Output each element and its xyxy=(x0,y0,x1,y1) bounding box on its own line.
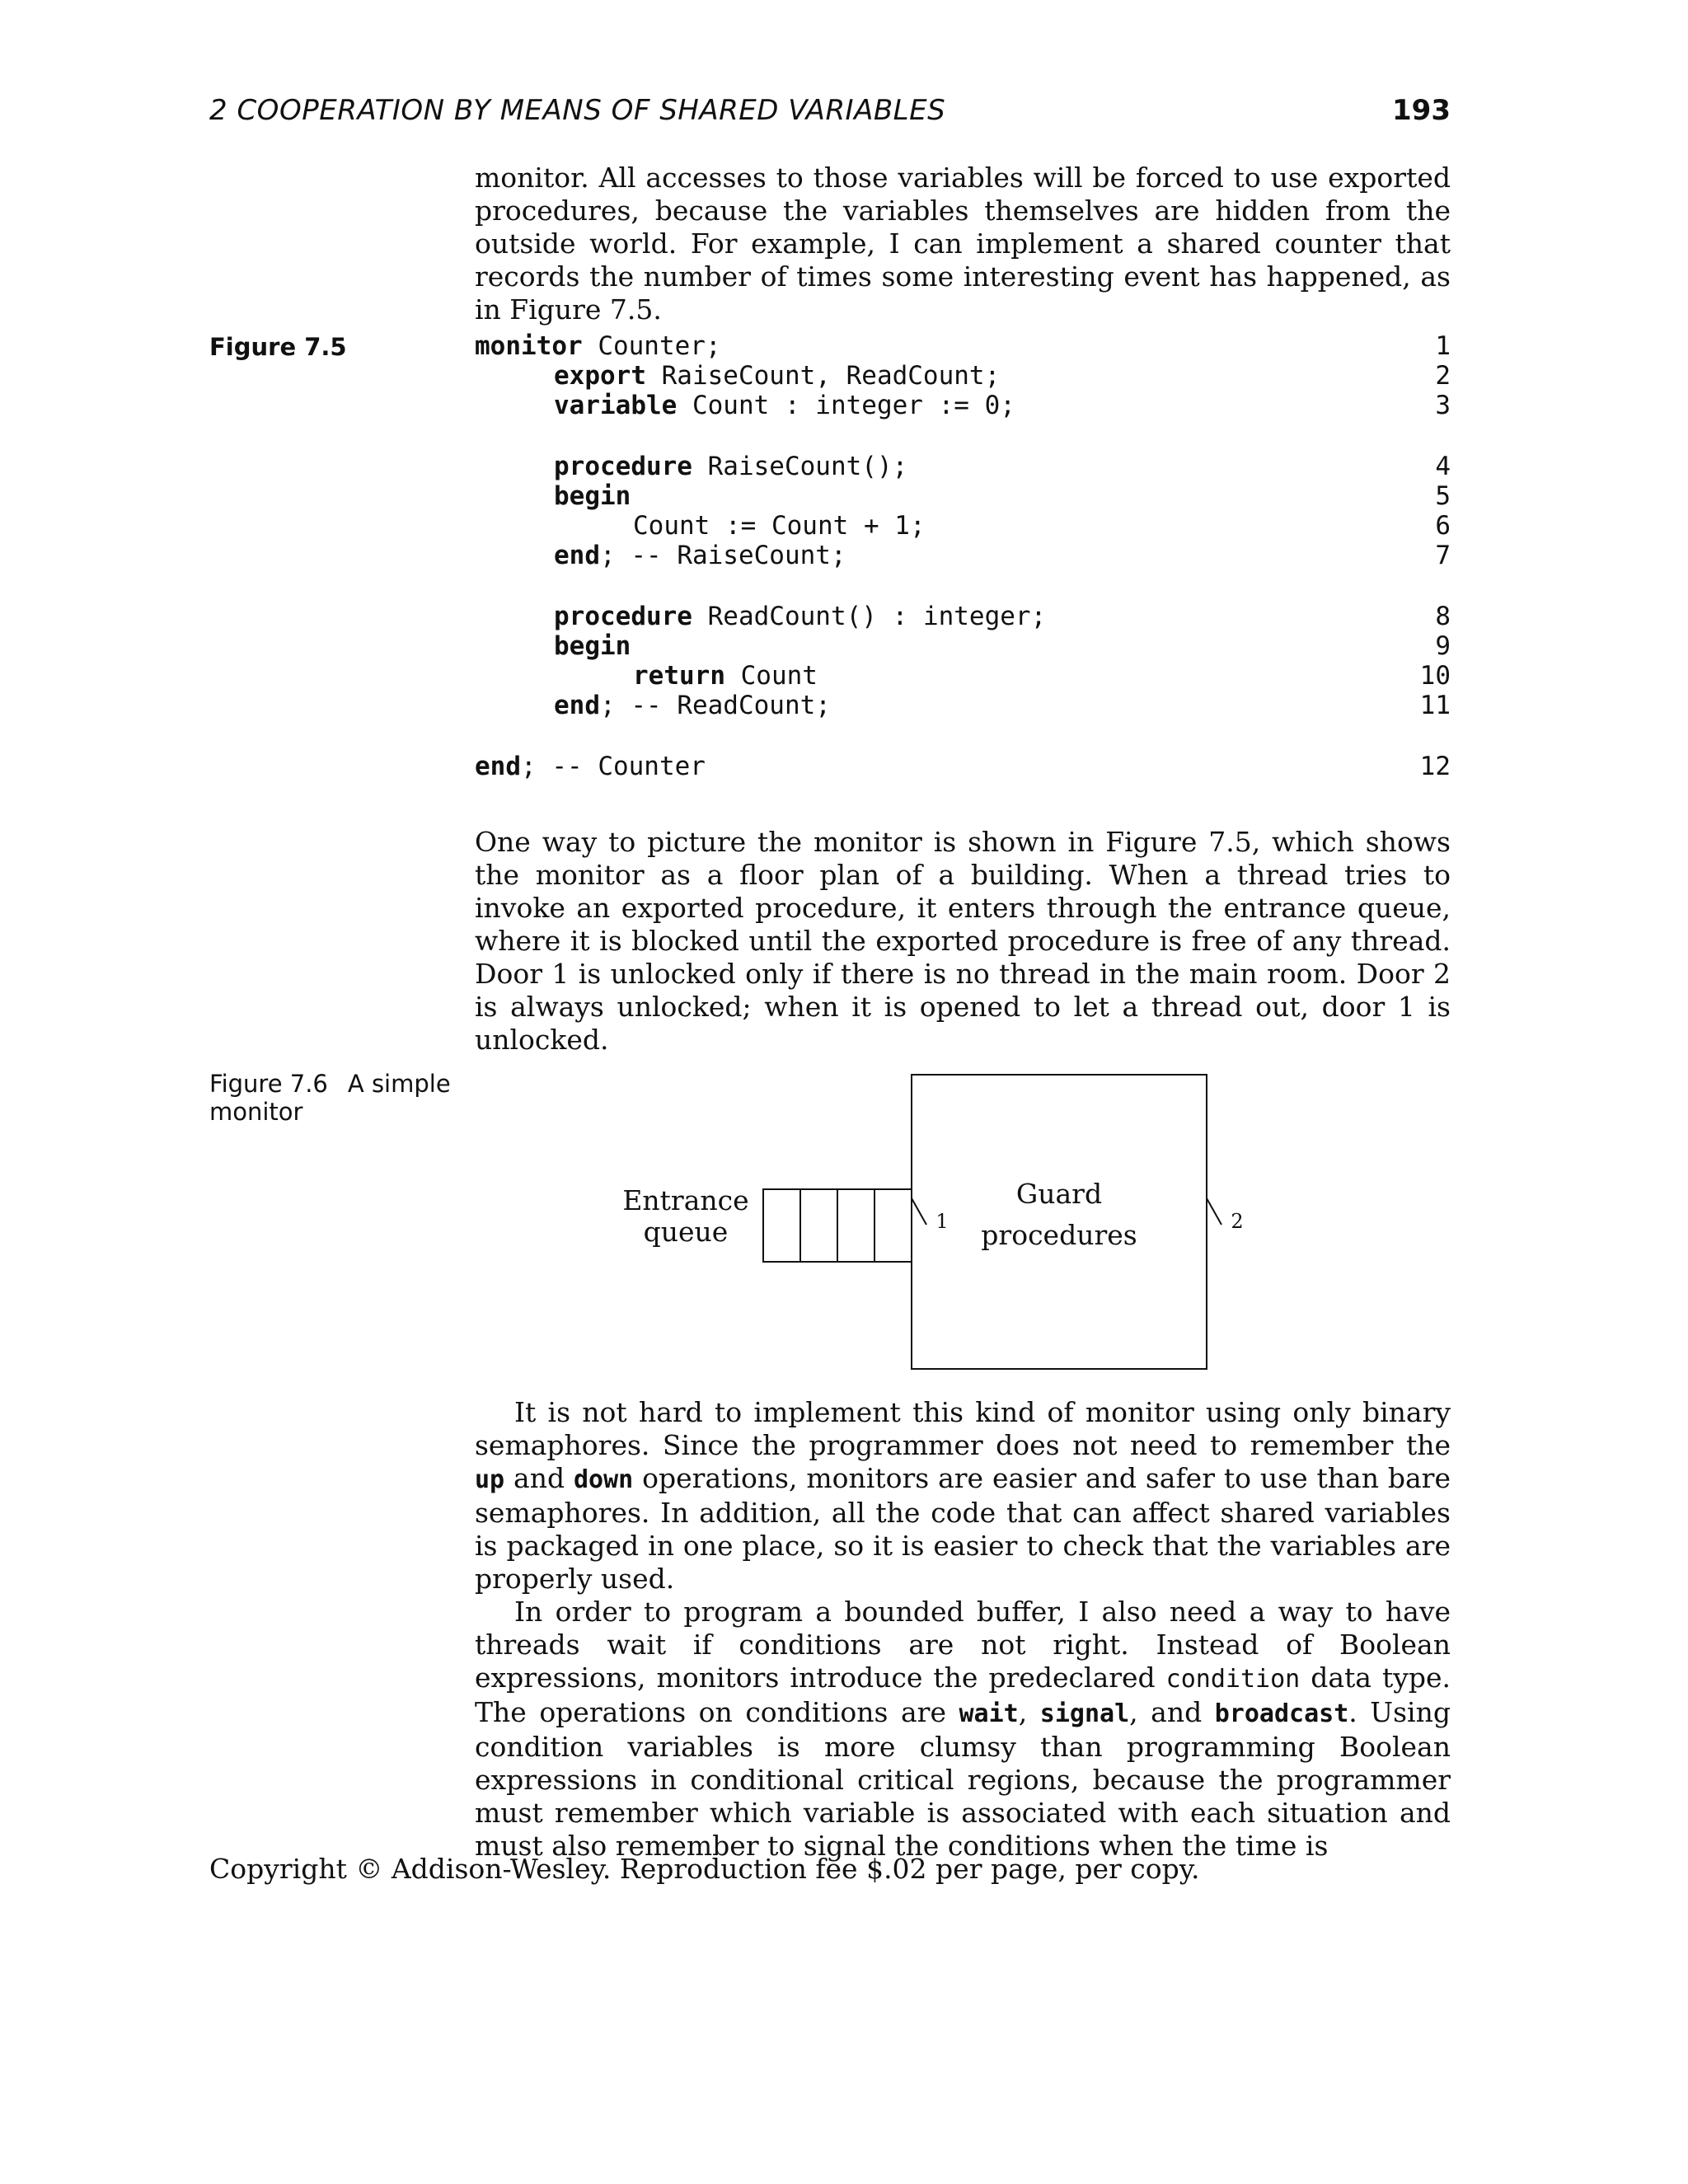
text-run: data type. The operations on conditions are xyxy=(475,1661,1451,1728)
line-number: 9 xyxy=(1435,631,1451,661)
keyword-up: up xyxy=(475,1465,505,1494)
code-text: Count := Count + 1; xyxy=(633,511,926,541)
code-keyword: begin xyxy=(554,481,631,511)
text-run: , and xyxy=(1129,1696,1215,1728)
code-keyword: end xyxy=(554,691,600,720)
line-number: 3 xyxy=(1435,391,1451,420)
line-number: 7 xyxy=(1435,541,1451,570)
line-number: 4 xyxy=(1435,452,1451,481)
door-2-label: 2 xyxy=(1231,1210,1244,1233)
text-run: It is not hard to implement this kind of monitor using only binary semaphores. Since the programmer does not need to remember the xyxy=(475,1396,1451,1461)
page-number: 193 xyxy=(1392,94,1451,127)
paragraph-conditions-text xyxy=(475,1596,1451,1863)
queue-label-line1: Entrance xyxy=(622,1184,749,1216)
text-run: . Using condition variables is more clumsy than programming Boolean expressions in conditional critical regions, because the programmer must remember which variable is associated with each situation and must also remember to signal the conditions when the time is xyxy=(475,1696,1451,1862)
code-keyword: procedure xyxy=(554,602,692,631)
code-line xyxy=(475,452,1451,481)
code-keyword: return xyxy=(633,661,725,691)
paragraph-intro xyxy=(475,162,1451,326)
code-text: Count : integer := 0; xyxy=(677,391,1015,420)
code-text: RaiseCount(); xyxy=(692,452,908,481)
code-text: Count xyxy=(724,661,818,691)
code-line xyxy=(475,631,1451,661)
code-text: Counter; xyxy=(582,331,721,361)
keyword-condition: condition xyxy=(1165,1665,1301,1694)
code-line xyxy=(475,752,1451,781)
code-keyword: end xyxy=(554,541,600,570)
paragraph-floor-plan-text: One way to picture the monitor is shown in Figure 7.5, which shows the monitor as a floor plan of a building. When a thread tries to invoke an exported procedure, it enters through the entrance queue, where it is blocked until the exported procedure is free of any thread. Door 1 is unlocked only if there is no thread in the main room. Door 2 is always unlocked; when it is opened to let a thread out, door 1 is unlocked. xyxy=(475,826,1451,1056)
code-keyword: variable xyxy=(554,391,678,420)
code-text: ; -- Counter xyxy=(521,752,706,781)
code-text: ; -- ReadCount; xyxy=(600,691,831,720)
door-2 xyxy=(1207,1198,1221,1225)
room-label-line2: procedures xyxy=(981,1219,1137,1251)
door-1-label: 1 xyxy=(935,1210,949,1233)
code-text: ReadCount() : integer; xyxy=(692,602,1047,631)
paragraph-floor-plan xyxy=(475,826,1451,1057)
monitor-diagram xyxy=(610,1063,1286,1376)
figure-7-6-label: Figure 7.6 xyxy=(209,1070,328,1098)
code-text: RaiseCount, ReadCount; xyxy=(645,361,1001,391)
paragraph-semaphores-text xyxy=(475,1396,1451,1596)
copyright-footer: Copyright © Addison-Wesley. Reproduction fee $.02 per page, per copy. xyxy=(209,1853,1200,1885)
line-number: 1 xyxy=(1435,331,1451,361)
code-line xyxy=(475,511,1451,541)
paragraph-semaphores xyxy=(475,1396,1451,1863)
code-keyword: monitor xyxy=(475,331,583,361)
figure-7-5-label-text: Figure 7.5 xyxy=(209,333,347,361)
door-1 xyxy=(912,1198,926,1225)
code-keyword: end xyxy=(475,752,521,781)
code-line xyxy=(475,602,1451,631)
code-keyword: begin xyxy=(554,631,631,661)
line-number: 2 xyxy=(1435,361,1451,391)
code-line xyxy=(475,541,1451,570)
line-number: 6 xyxy=(1435,511,1451,541)
figure-7-6-caption xyxy=(209,1070,457,1126)
keyword-down: down xyxy=(574,1465,634,1494)
line-number: 10 xyxy=(1419,661,1451,691)
line-number: 11 xyxy=(1419,691,1451,720)
code-text: ; -- RaiseCount; xyxy=(600,541,846,570)
text-run: In order to program a bounded buffer, I also need a way to have threads wait if conditions are not right. Instead of Boolean expressions, monitors introduce the predeclared xyxy=(475,1596,1451,1694)
line-number: 8 xyxy=(1435,602,1451,631)
room-label-line1: Guard xyxy=(1015,1178,1103,1210)
text-run: and xyxy=(504,1462,574,1494)
code-line xyxy=(475,661,1451,691)
keyword-signal: signal xyxy=(1039,1699,1130,1728)
code-keyword: procedure xyxy=(554,452,692,481)
figure-7-5-label xyxy=(209,333,347,361)
running-head: 2 COOPERATION BY MEANS OF SHARED VARIABLES xyxy=(209,94,946,127)
code-line xyxy=(475,691,1451,720)
code-keyword: export xyxy=(554,361,646,391)
line-number: 12 xyxy=(1419,752,1451,781)
queue-label-line2: queue xyxy=(643,1216,729,1248)
code-line xyxy=(475,481,1451,511)
text-run: operations, monitors are easier and safer to use than bare semaphores. In addition, all the code that can affect shared variables is packaged in one place, so it is easier to check that the variables are properly used. xyxy=(475,1462,1451,1595)
line-number: 5 xyxy=(1435,481,1451,511)
figure-7-6-caption-text: A simple monitor xyxy=(209,1070,451,1126)
code-line xyxy=(475,391,1451,420)
keyword-broadcast: broadcast xyxy=(1214,1699,1349,1728)
keyword-wait: wait xyxy=(959,1699,1019,1728)
code-line xyxy=(475,361,1451,391)
code-line xyxy=(475,331,1451,361)
paragraph-intro-text: monitor. All accesses to those variables will be forced to use exported procedures, because the variables themselves are hidden from the outside world. For example, I can implement a shared counter that records the number of times some interesting event has happened, as in Figure 7.5. xyxy=(475,162,1451,326)
text-run: , xyxy=(1018,1696,1040,1728)
